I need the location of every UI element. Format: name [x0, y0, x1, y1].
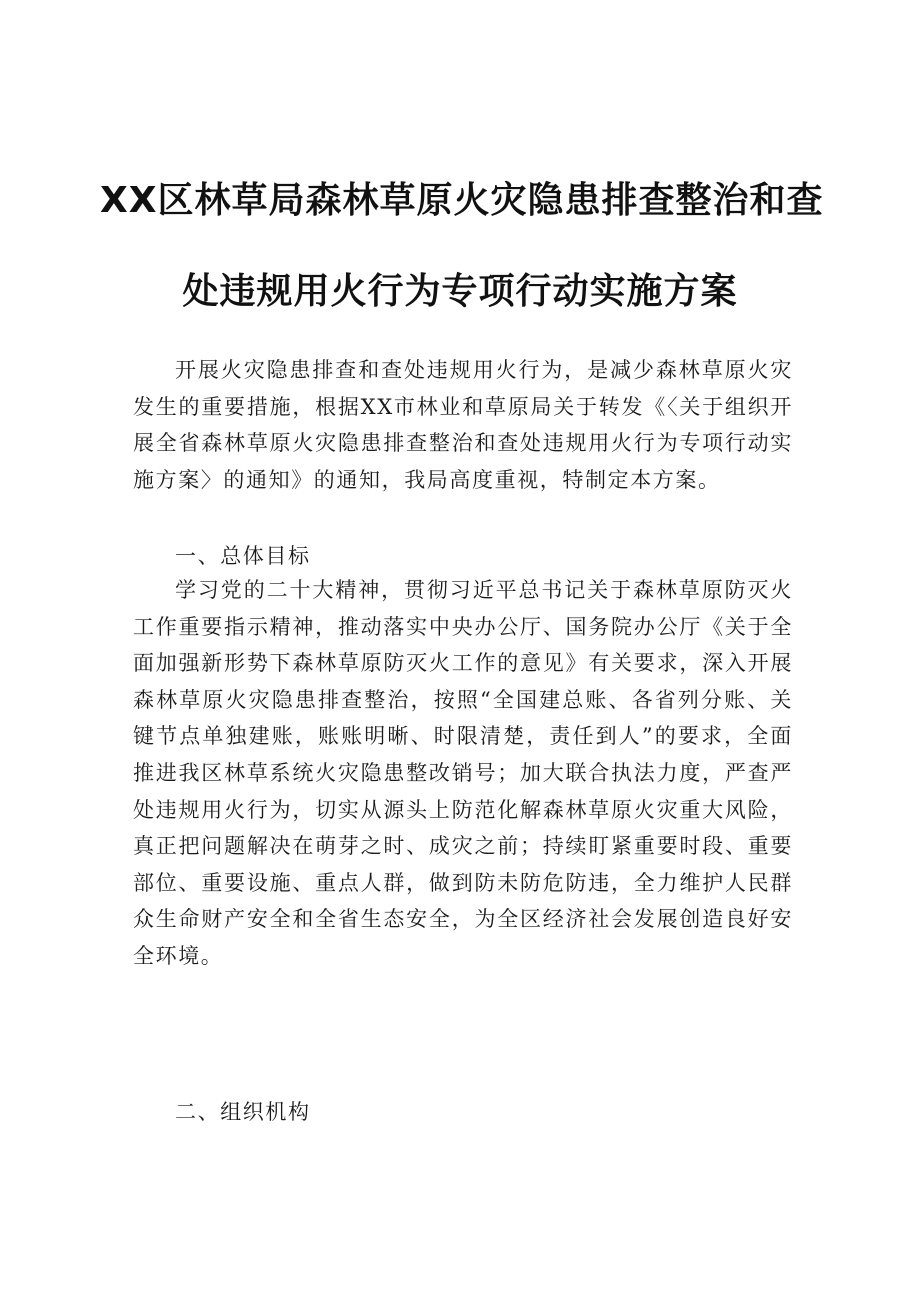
intro-paragraph: 开展火灾隐患排查和查处违规用火行为，是减少森林草原火灾发生的重要措施，根据XX市林业和草原局关于转发《〈关于组织开展全省森林草原火灾隐患排查整治和查处违规用火行为专项行动实施方案〉的通知》的通知，我局高度重视，特制定本方案。 — [133, 358, 793, 492]
overall-goal-paragraph: 学习党的二十大精神，贯彻习近平总书记关于森林草原防灭火工作重要指示精神，推动落实中央办公厅、国务院办公厅《关于全面加强新形势下森林草原防灭火工作的意见》有关要求，深入开展森林草原火灾隐患排查整治，按照“全国建总账、各省列分账、关键节点单独建账，账账明晰、时限清楚，责任到人”的要求，全面推进我区林草系统火灾隐患整改销号；加大联合执法力度，严查严处违规用火行为，切实从源头上防范化解森林草原火灾重大风险，真正把问题解决在萌芽之时、成灾之前；持续盯紧重要时段、重要部位、重要设施、重点人群，做到防未防危防违，全力维护人民群众生命财产安全和全省生态安全，为全区经济社会发展创造良好安全环境。 — [133, 578, 793, 968]
document-title-line-1: XX区林草局森林草原火灾隐患排查整治和查 — [100, 180, 824, 221]
document-title-line-2: 处违规用火行为专项行动实施方案 — [182, 271, 738, 312]
section-heading-organization: 二、组织机构 — [175, 1100, 311, 1124]
section-heading-overall-goal: 一、总体目标 — [175, 544, 311, 568]
